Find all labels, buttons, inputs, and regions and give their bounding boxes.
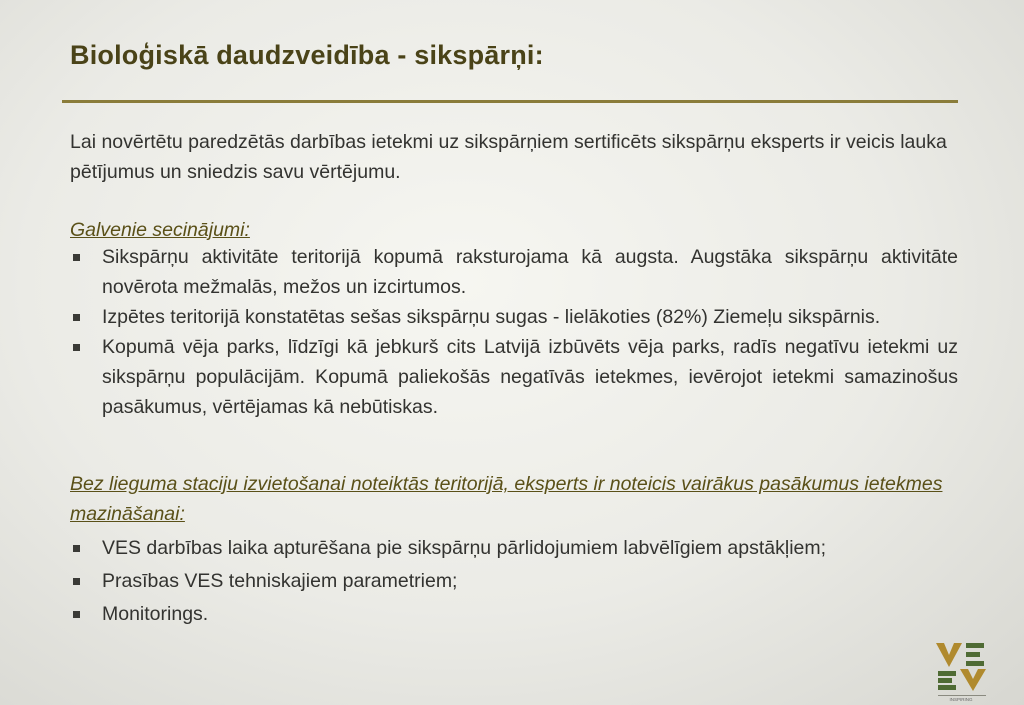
ve-logo-icon xyxy=(930,633,992,701)
list-item-text: VES darbības laika apturēšana pie sikspārņu pārlidojumiem labvēlīgiem apstākļiem; xyxy=(102,537,827,559)
ve-logo-graphic xyxy=(930,633,992,701)
list-item xyxy=(70,242,958,302)
list-item xyxy=(70,599,970,629)
intro-paragraph: Lai novērtētu paredzētās darbības ietekmi uz sikspārņiem sertificēts sikspārņu eksperts ir veicis lauka pētījumus un sniedzis savu vērtējumu. xyxy=(70,131,947,183)
list-item xyxy=(70,302,958,332)
title-divider xyxy=(62,100,958,103)
list-item-text: Prasības VES tehniskajiem parametriem; xyxy=(102,570,458,592)
list-item xyxy=(70,566,970,596)
list-item-text: Sikspārņu aktivitāte teritorijā kopumā raksturojama kā augsta. Augstāka sikspārņu aktivitāte novērota mežmalās, mežos un izcirtumos. xyxy=(102,246,958,298)
list-item xyxy=(70,533,970,563)
measures-list xyxy=(70,533,970,632)
logo-caption: INSPIRING xyxy=(949,697,973,701)
bullet-square-icon xyxy=(73,545,80,552)
list-item-text: Izpētes teritorijā konstatētas sešas sikspārņu sugas - lielākoties (82%) Ziemeļu sikspārnis. xyxy=(102,306,881,328)
bullet-square-icon xyxy=(73,344,80,351)
bullet-square-icon xyxy=(73,611,80,618)
section-heading-measures: Bez lieguma staciju izvietošanai noteiktās teritorijā, eksperts ir noteicis vairākus pasākumus ietekmes mazināšanai: xyxy=(70,473,943,525)
list-item-text: Monitorings. xyxy=(102,603,209,625)
bullet-square-icon xyxy=(73,254,80,261)
bullet-square-icon xyxy=(73,578,80,585)
section-heading-conclusions: Galvenie secinājumi: xyxy=(70,219,250,241)
list-item-text: Kopumā vēja parks, līdzīgi kā jebkurš cits Latvijā izbūvēts vēja parks, radīs negatīvu ietekmi uz sikspārņu populācijām. Kopumā paliekošās negatīvās ietekmes, ievērojot ietekmi samazinošus pasākumus, vērtējamas kā nebūtiskas. xyxy=(102,336,958,418)
bullet-square-icon xyxy=(73,314,80,321)
conclusions-list xyxy=(70,242,958,422)
slide-title: Bioloģiskā daudzveidība - sikspārņi: xyxy=(70,40,544,70)
list-item xyxy=(70,332,958,422)
